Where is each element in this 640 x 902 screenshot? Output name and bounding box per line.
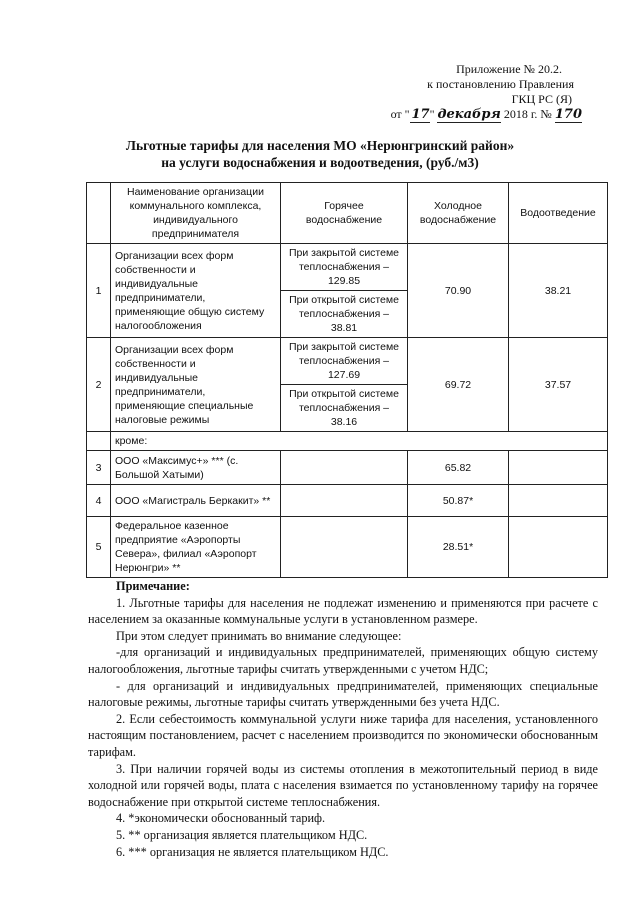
committee-name: ГКЦ РС (Я) — [511, 92, 572, 106]
title-line-2: на услуги водоснабжения и водоотведения, (руб./м3) — [161, 155, 479, 170]
note-1-special: - для организаций и индивидуальных предпринимателей, применяющих специальные налоговые режимы, льготные тарифы считать утвержденными без учета НДС. — [88, 678, 598, 710]
resolution-date: от " 17" декабря 2018 г. № 170 — [390, 107, 582, 122]
row-org-name: Организации всех форм собственности и индивидуальные предприниматели, применяющие специальные налоговые режимы — [111, 338, 281, 432]
row-num: 5 — [87, 517, 111, 578]
note-6: 6. *** организация не является плательщиком НДС. — [116, 844, 389, 859]
note-1: 1. Льготные тарифы для населения не подлежат изменению и применяются при расчете с населением за оказанные коммунальные услуги в установленном размере. — [88, 595, 598, 627]
document-title — [0, 137, 640, 171]
row-cold: 70.90 — [408, 244, 509, 338]
row-org-name: ООО «Максимус+» *** (с. Большой Хатыми) — [111, 451, 281, 485]
row-waste: 38.21 — [509, 244, 608, 338]
row-num: 3 — [87, 451, 111, 485]
date-day: 17 — [411, 107, 430, 122]
row-hot-open: При открытой системе теплоснабжения – 38.16 — [281, 385, 408, 432]
tariff-table — [86, 182, 608, 578]
note-2: 2. Если себестоимость коммунальной услуги ниже тарифа для населения, установленного настоящим постановлением, расчет с населением производится по экономически обоснованным тарифам. — [88, 711, 598, 759]
table-row — [87, 338, 608, 385]
notes-heading: Примечание: — [116, 579, 190, 593]
row-cold: 28.51* — [408, 517, 509, 578]
row-cold: 50.87* — [408, 485, 509, 517]
note-4: 4. *экономически обоснованный тариф. — [116, 811, 326, 826]
row-cold: 65.82 — [408, 451, 509, 485]
row-org-name: ООО «Магистраль Беркакит» ** — [111, 485, 281, 517]
row-org-name: Организации всех форм собственности и индивидуальные предприниматели, применяющие общую систему налогообложения — [111, 244, 281, 338]
row-org-name: Федеральное казенное предприятие «Аэропорты Севера», филиал «Аэропорт Нерюнгри» ** — [111, 517, 281, 578]
header-org: Наименование организации коммунального комплекса, индивидуального предпринимателя — [111, 183, 281, 244]
table-header-row — [87, 183, 608, 244]
header-cold: Холодное водоснабжение — [408, 183, 509, 244]
row-waste: 37.57 — [509, 338, 608, 432]
title-line-1: Льготные тарифы для населения МО «Нерюнгринский район» — [125, 138, 515, 153]
note-5: 5. ** организация является плательщиком НДС. — [116, 827, 368, 842]
note-1-intro: При этом следует принимать во внимание следующее: — [116, 628, 402, 643]
except-label: кроме: — [111, 432, 608, 451]
table-row — [87, 485, 608, 517]
table-row — [87, 244, 608, 291]
table-row — [87, 517, 608, 578]
row-hot-closed: При закрытой системе теплоснабжения – 129.85 — [281, 244, 408, 291]
note-3: 3. При наличии горячей воды из системы отопления в межотопительный период в виде холодной или горячей воды, плата с населения взимается по установленному тарифу на горячее водоснабжение при открытой системе теплоснабжения. — [88, 761, 598, 809]
resolution-number: 170 — [554, 107, 582, 122]
row-num: 2 — [87, 338, 111, 432]
header-waste: Водоотведение — [509, 183, 608, 244]
row-hot-closed: При закрытой системе теплоснабжения – 127.69 — [281, 338, 408, 385]
notes-section — [88, 578, 598, 860]
header-block — [332, 62, 582, 123]
appendix-number: Приложение № 20.2. — [456, 62, 562, 76]
date-month: декабря — [437, 107, 501, 122]
table-row — [87, 451, 608, 485]
row-cold: 69.72 — [408, 338, 509, 432]
row-num: 4 — [87, 485, 111, 517]
resolution-ref: к постановлению Правления — [427, 77, 574, 91]
row-num: 1 — [87, 244, 111, 338]
except-row — [87, 432, 608, 451]
row-hot-open: При открытой системе теплоснабжения – 38.81 — [281, 291, 408, 338]
header-hot: Горячее водоснабжение — [281, 183, 408, 244]
header-num — [87, 183, 111, 244]
note-1-general: -для организаций и индивидуальных предпринимателей, применяющих общую систему налогообложения, льготные тарифы считать утвержденными с учетом НДС; — [88, 645, 598, 676]
